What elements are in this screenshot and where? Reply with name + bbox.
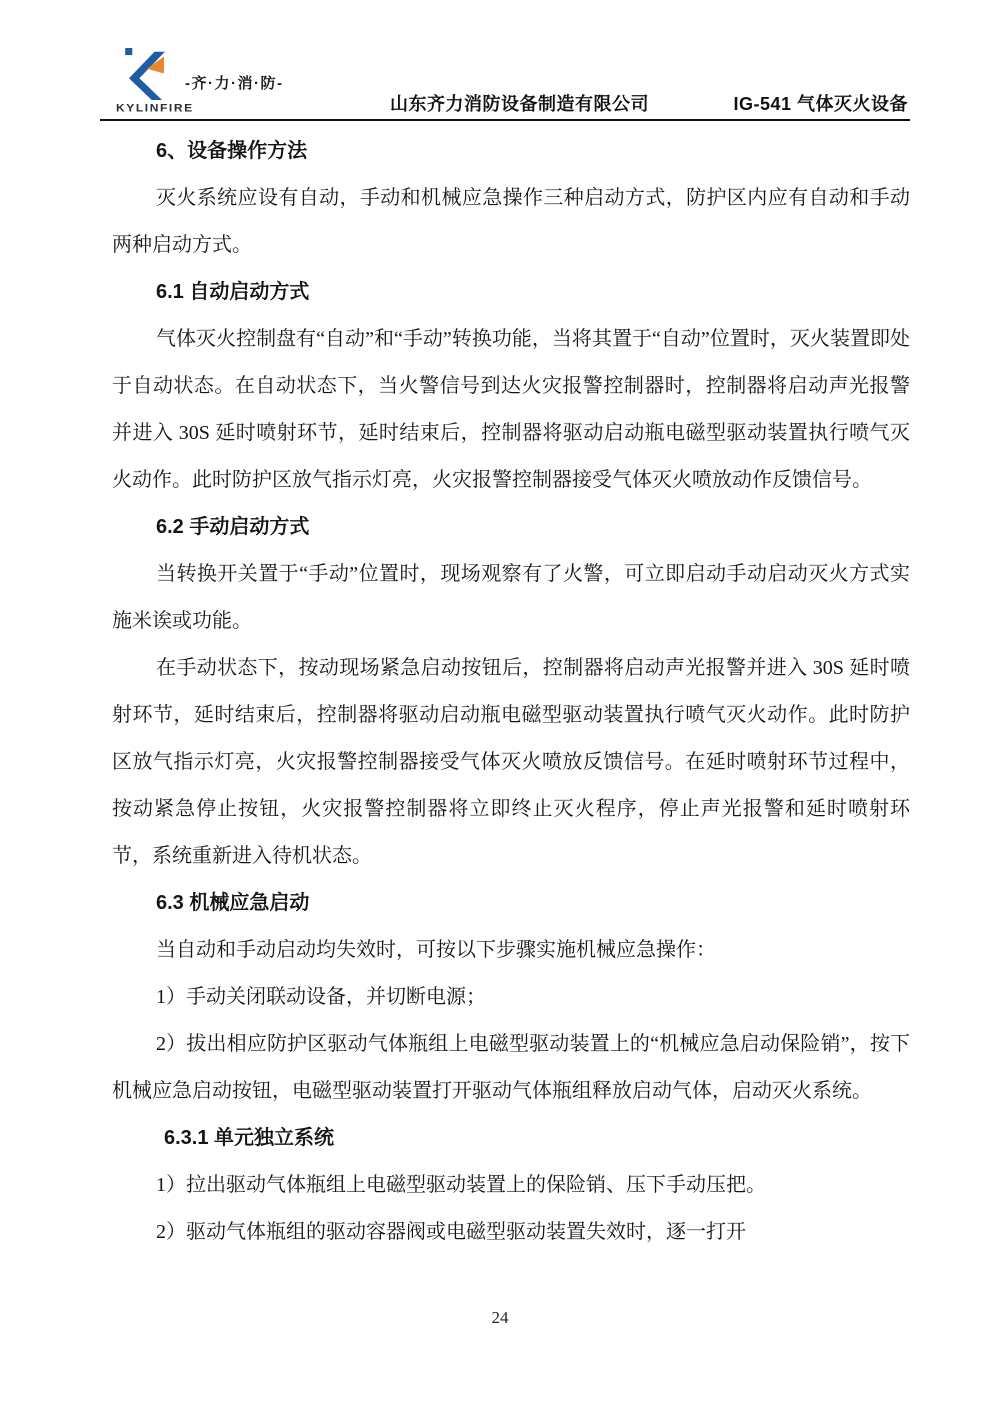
paragraph: 灭火系统应设有自动，手动和机械应急操作三种启动方式，防护区内应有自动和手动两种启动方式。 [112,187,910,256]
product-name: IG-541 气体灭火设备 [733,94,908,114]
section-heading: 6.2 手动启动方式 [156,516,310,538]
paragraph: 当转换开关置于“手动”位置时，现场观察有了火警，可立即启动手动启动灭火方式实施米诶或功能。 [112,563,910,632]
section-heading: 6.3.1 单元独立系统 [164,1127,335,1149]
logo-tagline: -齐·力·消·防- [185,75,284,92]
document-body [112,128,910,1256]
brand-name: KYLINFIRE [116,101,194,115]
page-number: 24 [491,1308,509,1327]
section-heading: 6.3 机械应急启动 [156,892,310,914]
paragraph: 在手动状态下，按动现场紧急启动按钮后，控制器将启动声光报警并进入 30S 延时喷射环节，延时结束后，控制器将驱动启动瓶电磁型驱动装置执行喷气灭火动作。此时防护区放气指示灯亮，火灾报警控制器接受气体灭火喷放反馈信号。在延时喷射环节过程中， 按动紧急停止按钮，火灾报警控制器将立即终止灭火程序，停止声光报警和延时喷射环节，系统重新进入待机状态。 [112,657,910,867]
paragraph: 当自动和手动启动均失效时，可按以下步骤实施机械应急操作： [156,939,716,961]
page-footer [0,1308,1000,1328]
paragraph: 1）拉出驱动气体瓶组上电磁型驱动装置上的保险销、压下手动压把。 [156,1174,766,1196]
section-heading: 6.1 自动启动方式 [156,281,310,303]
paragraph: 2）拔出相应防护区驱动气体瓶组上电磁型驱动装置上的“机械应急启动保险销”，按下机械应急启动按钮，电磁型驱动装置打开驱动气体瓶组释放启动气体，启动灭火系统。 [112,1033,910,1102]
paragraph: 气体灭火控制盘有“自动”和“手动”转换功能，当将其置于“自动”位置时，灭火装置即处于自动状态。在自动状态下，当火警信号到达火灾报警控制器时，控制器将启动声光报警并进入 30S 延时喷射环节，延时结束后，控制器将驱动启动瓶电磁型驱动装置执行喷气灭火动作。此时防护区放气指示灯亮，火灾报警控制器接受气体灭火喷放动作反馈信号。 [112,328,910,491]
company-name: 山东齐力消防设备制造有限公司 [390,94,649,114]
kylinfire-logo-icon [122,48,170,100]
page-header [100,0,910,121]
paragraph: 1）手动关闭联动设备，并切断电源； [156,986,486,1008]
section-heading: 6、设备操作方法 [156,140,308,162]
paragraph: 2）驱动气体瓶组的驱动容器阀或电磁型驱动装置失效时，逐一打开 [156,1221,746,1243]
